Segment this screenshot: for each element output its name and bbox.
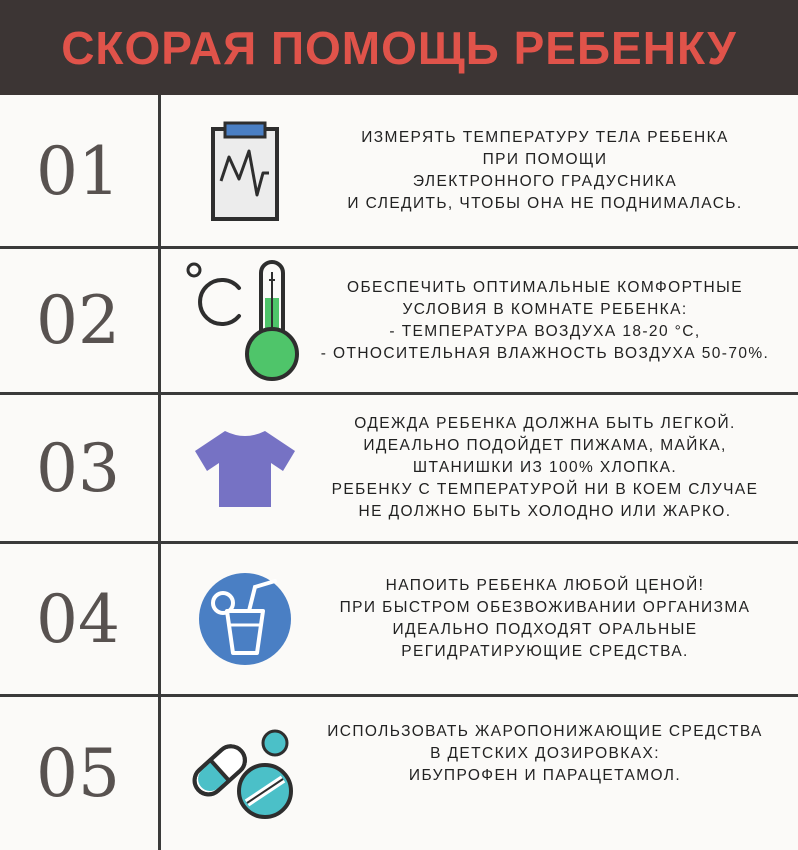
text-line: УСЛОВИЯ В КОМНАТЕ РЕБЕНКА:: [402, 300, 688, 318]
text-line: ИБУПРОФЕН И ПАРАЦЕТАМОЛ.: [408, 766, 682, 784]
pills-icon: [180, 697, 310, 850]
t-shirt-icon: [180, 395, 310, 541]
text-line: - ТЕМПЕРАТУРА ВОЗДУХА 18-20 °С,: [389, 322, 701, 340]
list-item: [0, 95, 798, 247]
item-number: 04: [36, 580, 120, 658]
text-line: НЕ ДОЛЖНО БЫТЬ ХОЛОДНО ИЛИ ЖАРКО.: [358, 503, 732, 520]
item-number: 02: [36, 282, 120, 359]
text-line: И СЛЕДИТЬ, ЧТОБЫ ОНА НЕ ПОДНИМАЛАСЬ.: [347, 195, 743, 212]
text-line: ОДЕЖДА РЕБЕНКА ДОЛЖНА БЫТЬ ЛЕГКОЙ.: [354, 415, 736, 432]
text-line: - ОТНОСИТЕЛЬНАЯ ВЛАЖНОСТЬ ВОЗДУХА 50-70%.: [320, 344, 770, 362]
text-line: НАПОИТЬ РЕБЕНКА ЛЮБОЙ ЦЕНОЙ!: [385, 577, 705, 594]
item-number: 03: [36, 429, 120, 507]
text-line: ПРИ ПОМОЩИ: [482, 151, 608, 168]
text-line: ПРИ БЫСТРОМ ОБЕЗВОЖИВАНИИ ОРГАНИЗМА: [339, 599, 751, 616]
text-line: ИДЕАЛЬНО ПОДХОДЯТ ОРАЛЬНЫЕ: [392, 621, 698, 638]
page-title: СКОРАЯ ПОМОЩЬ РЕБЕНКУ: [61, 21, 737, 74]
item-text: [305, 395, 785, 541]
text-line: ИСПОЛЬЗОВАТЬ ЖАРОПОНИЖАЮЩИЕ СРЕДСТВА: [327, 722, 763, 740]
clipboard-chart-icon: [180, 95, 310, 247]
list-item: [0, 544, 798, 694]
text-line: В ДЕТСКИХ ДОЗИРОВКАХ:: [430, 744, 660, 762]
text-line: РЕБЕНКУ С ТЕМПЕРАТУРОЙ НИ В КОЕМ СЛУЧАЕ: [331, 481, 759, 498]
list-item: [0, 697, 798, 850]
text-line: ИЗМЕРЯТЬ ТЕМПЕРАТУРУ ТЕЛА РЕБЕНКА: [361, 129, 729, 146]
header: [0, 0, 798, 95]
item-number: 01: [36, 132, 120, 210]
text-line: ОБЕСПЕЧИТЬ ОПТИМАЛЬНЫЕ КОМФОРТНЫЕ: [346, 278, 743, 296]
item-text: [305, 95, 785, 247]
thermometer-celsius-icon: [180, 249, 310, 392]
list-item: [0, 395, 798, 541]
item-text: [305, 697, 785, 810]
drink-glass-icon: [180, 544, 310, 694]
list-item: [0, 249, 798, 392]
text-line: ЭЛЕКТРОННОГО ГРАДУСНИКА: [412, 173, 678, 190]
text-line: ШТАНИШКИ ИЗ 100% ХЛОПКА.: [412, 459, 678, 476]
item-text: [305, 249, 785, 392]
text-line: ИДЕАЛЬНО ПОДОЙДЕТ ПИЖАМА, МАЙКА,: [363, 437, 727, 454]
item-text: [305, 544, 785, 694]
text-line: РЕГИДРАТИРУЮЩИЕ СРЕДСТВА.: [401, 643, 689, 660]
item-number: 05: [36, 735, 120, 812]
